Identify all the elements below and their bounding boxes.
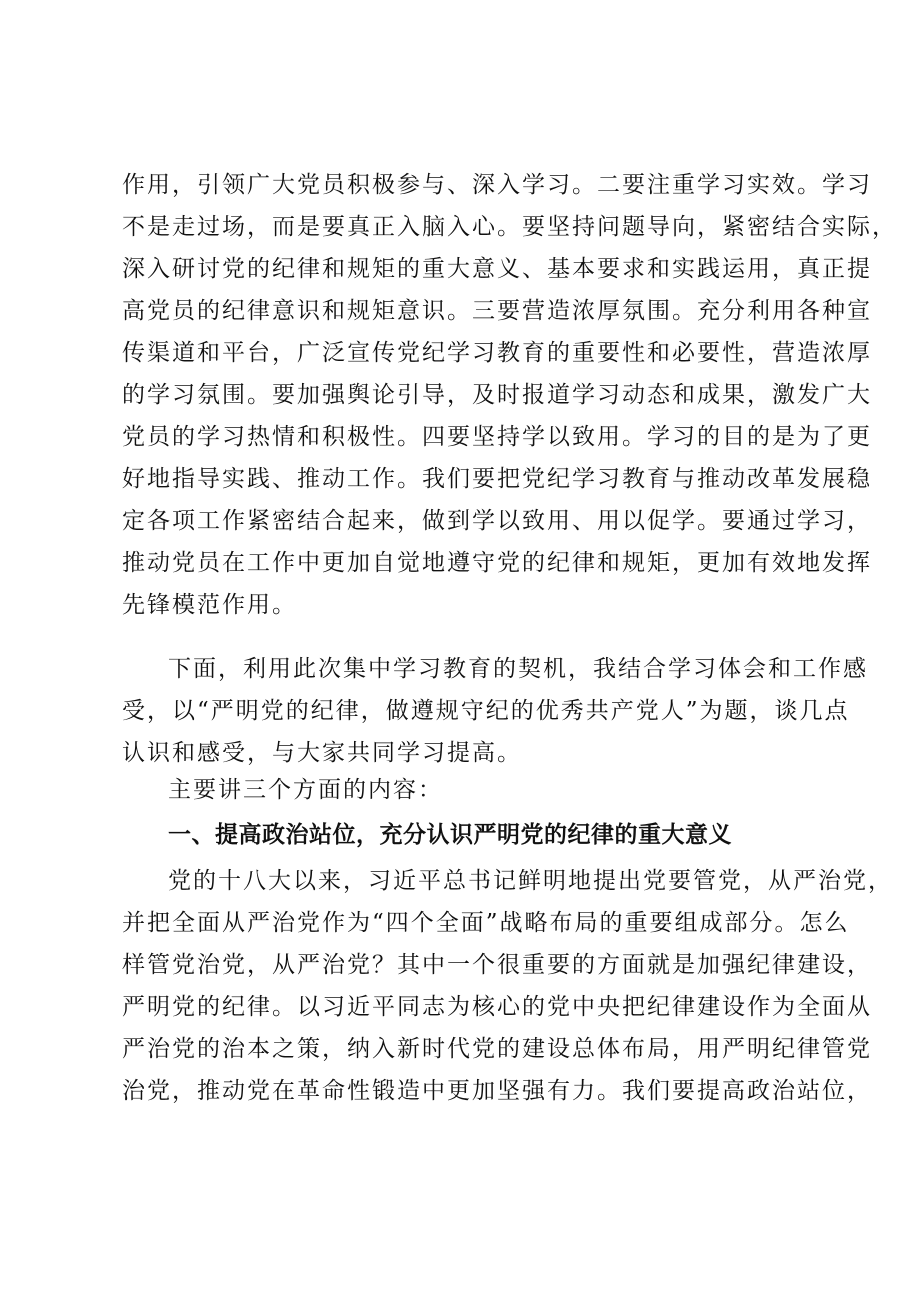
paragraph-line: 好地指导实践、推动工作。我们要把党纪学习教育与推动改革发展稳: [122, 466, 872, 492]
paragraph-line: 下面，利用此次集中学习教育的契机，我结合学习体会和工作感: [168, 656, 868, 682]
paragraph-line: 的学习氛围。要加强舆论引导，及时报道学习动态和成果，激发广大: [122, 382, 872, 408]
paragraph-line: 定各项工作紧密结合起来，做到学以致用、用以促学。要通过学习，: [122, 508, 872, 534]
paragraph-line: 严明党的纪律。以习近平同志为核心的党中央把纪律建设作为全面从: [122, 994, 872, 1020]
paragraph-line: 认识和感受，与大家共同学习提高。: [122, 740, 522, 766]
paragraph-line: 高党员的纪律意识和规矩意识。三要营造浓厚氛围。充分利用各种宣: [122, 298, 872, 324]
paragraph-line: 不是走过场，而是要真正入脑入心。要坚持问题导向，紧密结合实际，: [122, 214, 897, 240]
paragraph-line: 推动党员在工作中更加自觉地遵守党的纪律和规矩，更加有效地发挥: [122, 550, 872, 576]
paragraph-line: 主要讲三个方面的内容：: [168, 777, 443, 803]
section-heading: 一、提高政治站位，充分认识严明党的纪律的重大意义: [168, 822, 732, 848]
paragraph-line: 党的十八大以来，习近平总书记鲜明地提出党要管党，从严治党，: [168, 868, 893, 894]
paragraph-line: 严治党的治本之策，纳入新时代党的建设总体布局，用严明纪律管党: [122, 1036, 872, 1062]
paragraph-line: 受，以“严明党的纪律，做遵规守纪的优秀共产党人”为题，谈几点: [122, 698, 850, 724]
paragraph-line: 治党，推动党在革命性锻造中更加坚强有力。我们要提高政治站位，: [122, 1078, 872, 1104]
paragraph-line: 样管党治党，从严治党？其中一个很重要的方面就是加强纪律建设，: [122, 952, 872, 978]
paragraph-line: 作用，引领广大党员积极参与、深入学习。二要注重学习实效。学习: [122, 172, 872, 198]
paragraph-line: 传渠道和平台，广泛宣传党纪学习教育的重要性和必要性，营造浓厚: [122, 340, 872, 366]
paragraph-line: 深入研讨党的纪律和规矩的重大意义、基本要求和实践运用，真正提: [122, 256, 872, 282]
paragraph-line: 先锋模范作用。: [122, 592, 297, 618]
paragraph-line: 党员的学习热情和积极性。四要坚持学以致用。学习的目的是为了更: [122, 424, 872, 450]
paragraph-line: 并把全面从严治党作为“四个全面”战略布局的重要组成部分。怎么: [122, 910, 850, 936]
